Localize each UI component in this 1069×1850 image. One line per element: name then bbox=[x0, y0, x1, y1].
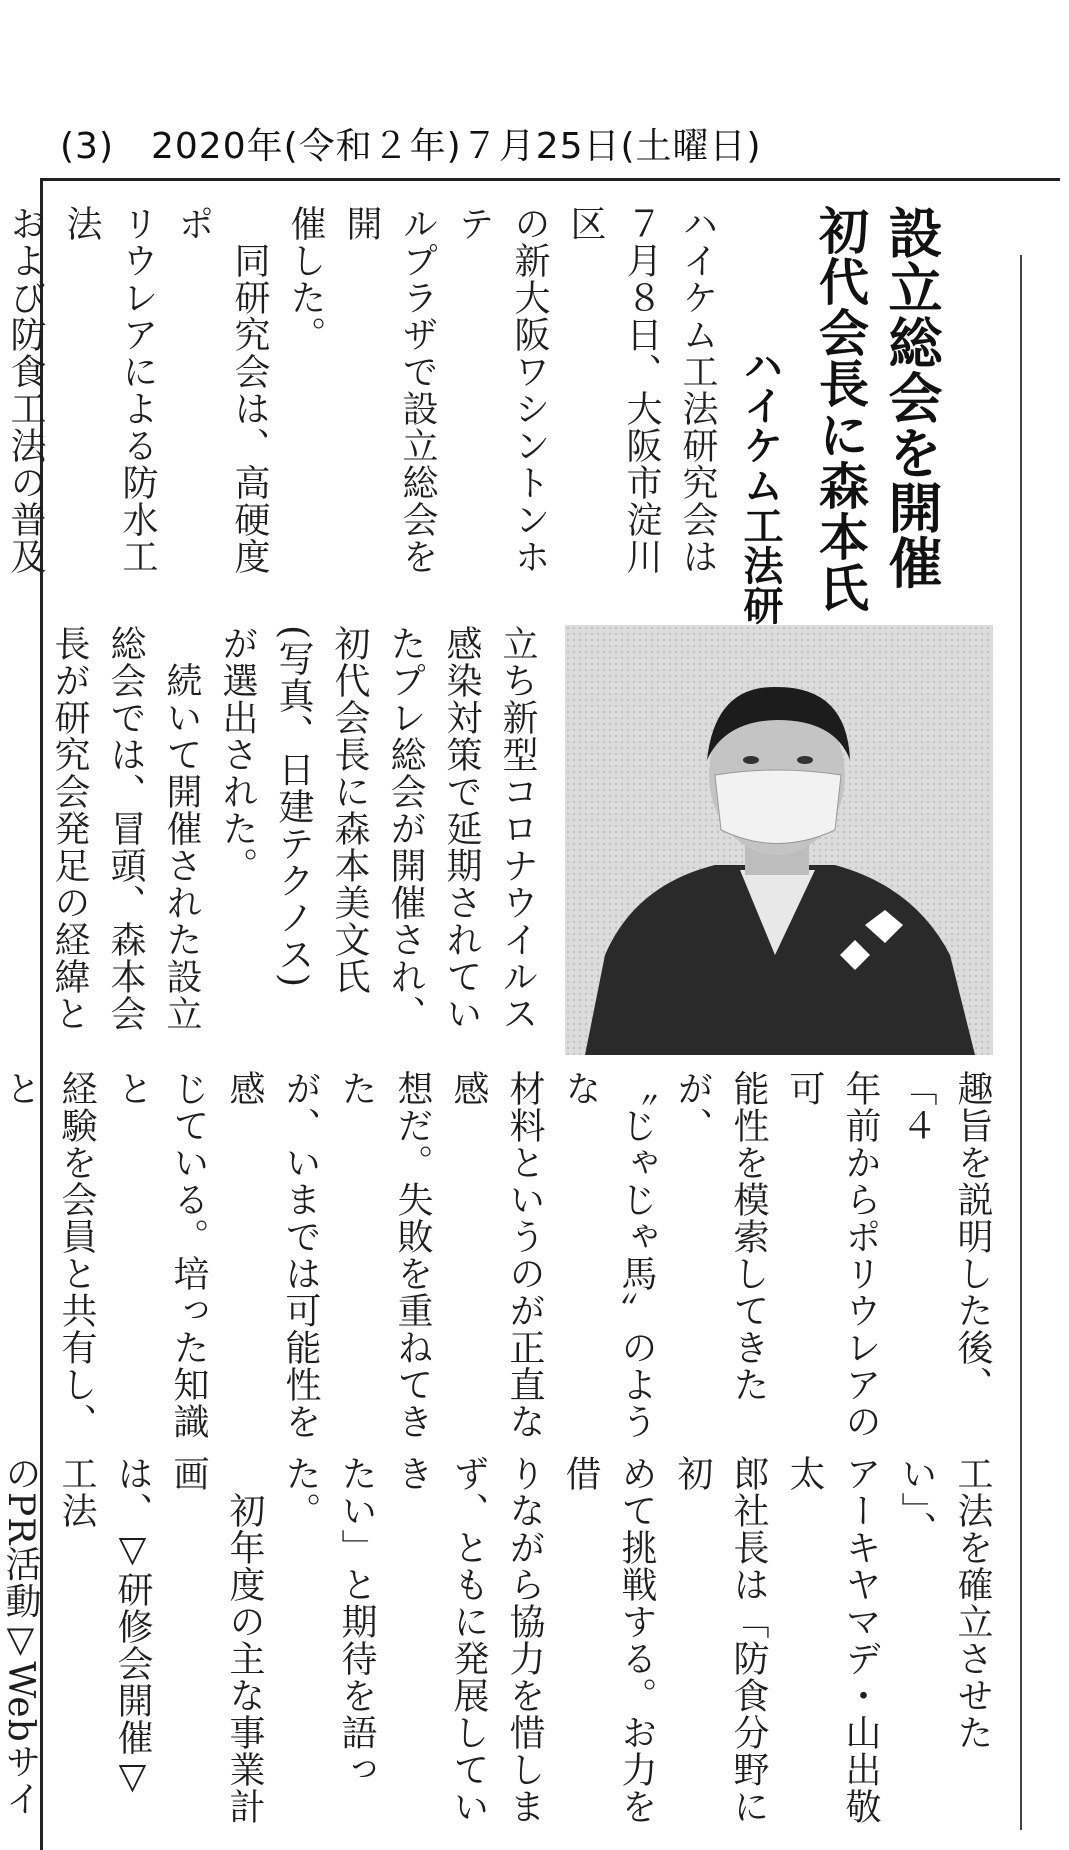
photo-moritomo bbox=[565, 625, 993, 1055]
article-body-upper: ハイケム工法研究会は ７月８日、大阪市淀川区 の新大阪ワシントンホテ ルプラザで設立総会を開 催した。 同研究会は、高硬度ポ リウレアによる防水工法 および防食工法の普及 bbox=[5, 205, 718, 575]
article-body-middle: 立ち新型コロナウイルス 感染対策で延期されてい たプレ総会が開催され、 初代会長に森本美文氏 (写真、日建テクノス) が選出された。 続いて開催された設立 総会では、冒頭、森本会 長が研究会発足の経緯と bbox=[49, 625, 538, 1032]
portrait-illustration bbox=[565, 625, 993, 1055]
headline-main: 設立総会を開催 bbox=[880, 205, 944, 590]
article-body-lower-left: 工法を確立させたい」、 アーキヤマデ・山出敬太 郎社長は「防食分野に初 めて挑戦する。お力を借 りながら協力を惜しま ず、ともに発展していき たい」と期待を語った。 初年度の主な事業計画 は、▽研修会開催▽工法 のPR活動▽Webサイ bbox=[0, 1455, 993, 1825]
article-body-lower-right: 趣旨を説明した後、「４ 年前からポリウレアの可 能性を模索してきたが、 〝じゃじゃ馬〟のような 材料というのが正直な感 想だ。失敗を重ねてきた が、いまでは可能性を感 じている。培った知識と 経験を会員と共有し、と bbox=[0, 1070, 993, 1440]
top-rule bbox=[40, 178, 1060, 181]
headline-sub: 初代会長に森本氏 bbox=[811, 205, 870, 613]
dateline: (3) 2020年(令和２年)７月25日(土曜日) bbox=[60, 126, 762, 167]
right-rule bbox=[1020, 255, 1022, 1830]
headline-org: ハイケム工法研 bbox=[737, 345, 783, 625]
